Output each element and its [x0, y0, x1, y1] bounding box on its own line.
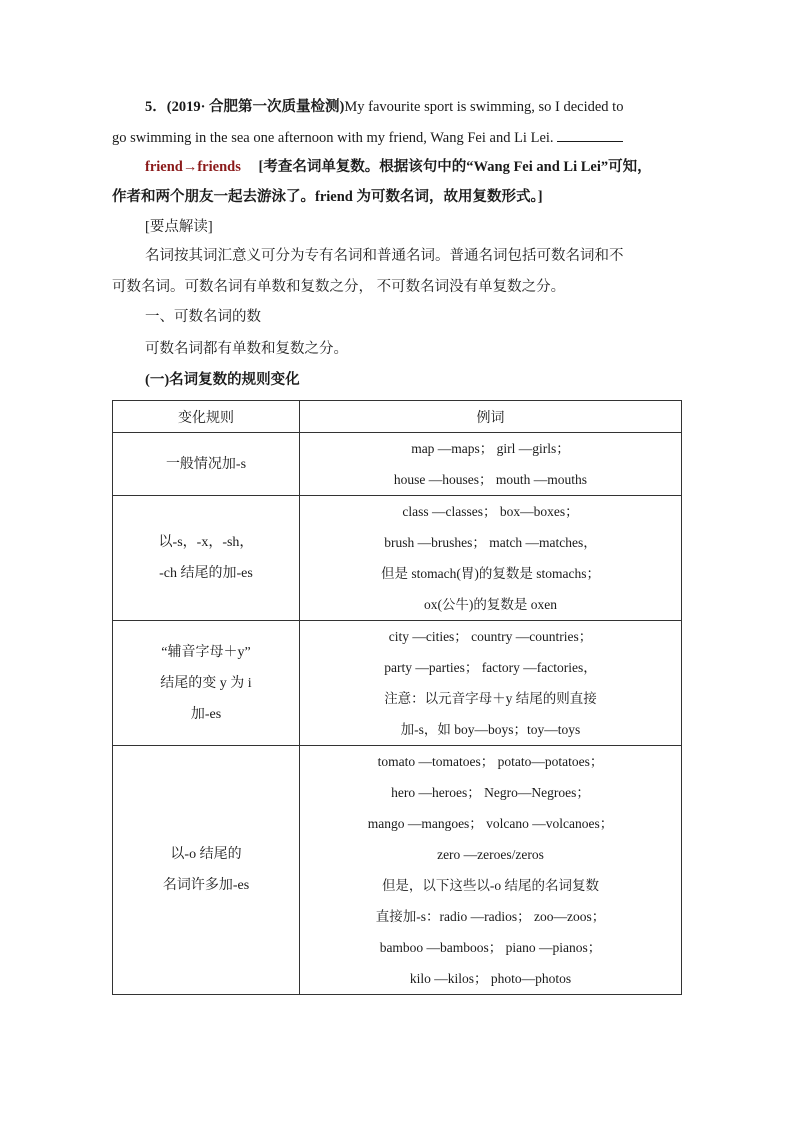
rule-text: 以-s，-x，-sh，	[158, 535, 254, 550]
table-row	[113, 496, 682, 621]
example-text: bamboo —bamboos； piano —pianos；	[379, 940, 602, 955]
section-heading-countable: 一、可数名词的数	[145, 309, 261, 325]
example-text: 加-s，如 boy—boys；toy—toys	[400, 722, 581, 737]
rule-text: 名词许多加-es	[162, 878, 250, 893]
answer-line-1	[145, 157, 652, 177]
section-text: 可数名词都有单数和复数之分。	[145, 341, 348, 357]
rule-text: “辅音字母＋y”	[161, 644, 251, 660]
example-text: 但是，以下这些以-o 结尾的名词复数	[381, 878, 600, 893]
rule-cell	[113, 433, 300, 496]
example-text: map —maps； girl —girls；	[411, 441, 570, 456]
question-source: (2019· 合肥第一次质量检测)	[166, 99, 345, 115]
example-text: class —classes； box—boxes；	[402, 504, 579, 519]
question-line-2	[112, 127, 623, 148]
key-points-heading: [要点解读]	[145, 219, 213, 235]
examples-cell	[300, 746, 682, 995]
example-text: city —cities； country —countries；	[388, 629, 593, 644]
rule-text: 以-o 结尾的	[170, 847, 242, 862]
examples-cell	[300, 621, 682, 746]
example-text: brush —brushes； match —matches，	[384, 535, 597, 550]
example-text: tomato —tomatoes； potato—potatoes；	[377, 754, 604, 769]
table-header-rule: 变化规则	[113, 401, 300, 433]
answer-blank	[557, 127, 623, 142]
rule-cell	[113, 621, 300, 746]
question-number: 5．	[145, 99, 167, 115]
table-row	[113, 433, 682, 496]
rule-text: 加-es	[190, 706, 222, 722]
answer-explanation-part1: [考查名词单复数。根据该句中的“Wang Fei and Li Lei”可知，	[258, 159, 652, 175]
table-row	[113, 621, 682, 746]
plural-rules-table	[112, 400, 682, 995]
table-header-examples: 例词	[300, 401, 682, 433]
rule-cell	[113, 496, 300, 621]
example-text: zero —zeroes/zeros	[437, 847, 544, 862]
question-line-1	[145, 97, 623, 117]
example-text: house —houses； mouth —mouths	[393, 472, 588, 487]
key-points-para-line-2: 可数名词。可数名词有单数和复数之分， 不可数名词没有单复数之分。	[112, 279, 566, 295]
examples-cell	[300, 433, 682, 496]
example-text: 直接加-s：radio —radios； zoo—zoos；	[375, 909, 606, 924]
rule-text: -ch 结尾的加-es	[159, 566, 253, 581]
example-text: kilo —kilos； photo—photos	[409, 971, 572, 986]
question-sentence-part1: My favourite sport is swimming, so I decided to	[344, 99, 624, 115]
table-row	[113, 746, 682, 995]
example-text: 注意：以元音字母＋y 结尾的则直接	[384, 691, 597, 706]
example-text: hero —heroes； Negro—Negroes；	[391, 785, 590, 800]
rule-cell	[113, 746, 300, 995]
question-sentence-part2: go swimming in the sea one afternoon with my friend, Wang Fei and Li Lei.	[112, 130, 554, 146]
answer-line-2: 作者和两个朋友一起去游泳了。friend 为可数名词，故用复数形式。]	[112, 189, 543, 205]
subsection-heading: (一)名词复数的规则变化	[145, 372, 300, 388]
example-text: ox(公牛)的复数是 oxen	[423, 597, 558, 612]
rule-text: 结尾的变 y 为 i	[160, 675, 252, 691]
answer-correction: friend→friends	[145, 159, 241, 175]
example-text: 但是 stomach(胃)的复数是 stomachs；	[381, 566, 600, 581]
example-text: mango —mangoes； volcano —volcanoes；	[367, 816, 614, 831]
key-points-para-line-1: 名词按其词汇意义可分为专有名词和普通名词。普通名词包括可数名词和不	[145, 248, 624, 264]
rule-text: 一般情况加-s	[165, 456, 247, 472]
examples-cell	[300, 496, 682, 621]
table-header-row	[113, 401, 682, 433]
example-text: party —parties； factory —factories，	[384, 660, 597, 675]
